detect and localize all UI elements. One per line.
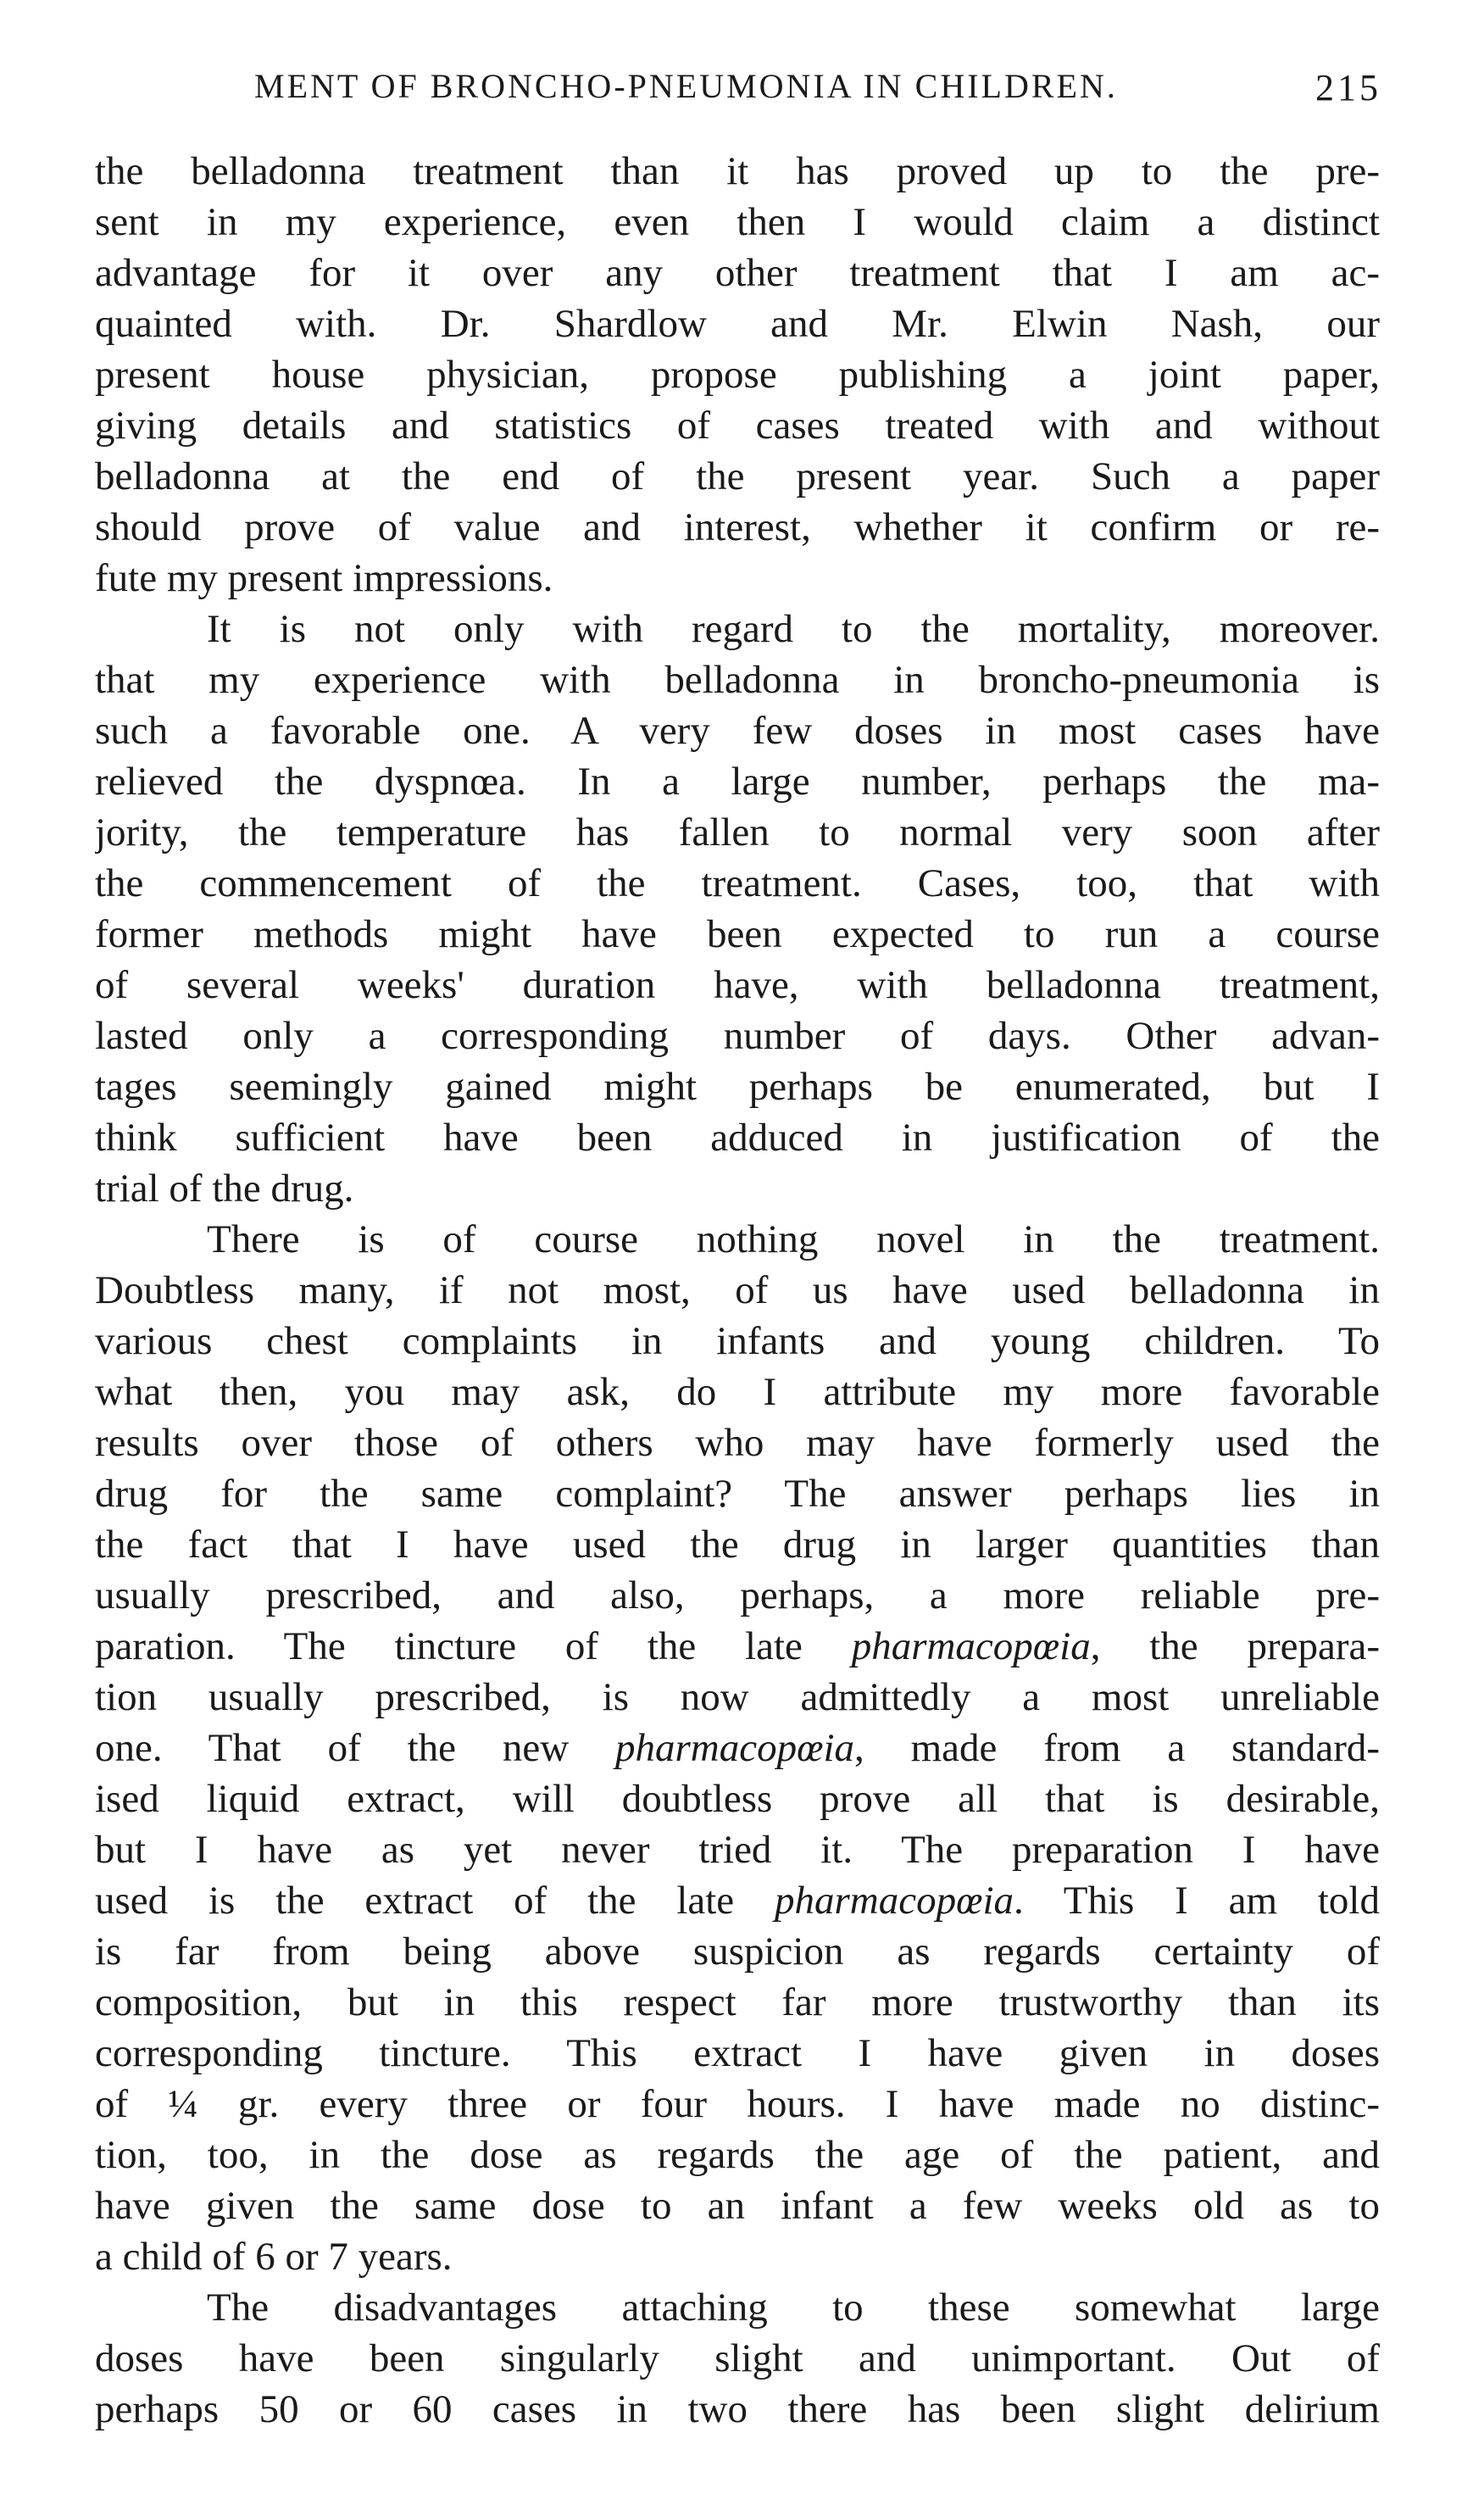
text-line: perhaps 50 or 60 cases in two there has been slight delirium: [95, 2387, 1380, 2431]
text-line: but I have as yet never tried it. The preparation I have: [95, 1828, 1380, 1872]
running-head: [254, 66, 1381, 109]
text-line: drug for the same complaint? The answer perhaps lies in: [95, 1472, 1380, 1516]
text-segment: used is the extract of the late: [95, 1879, 775, 1923]
text-line: giving details and statistics of cases treated with and without: [95, 404, 1380, 448]
text-line: relieved the dyspnœa. In a large number, perhaps the ma-: [95, 760, 1380, 804]
text-line: have given the same dose to an infant a few weeks old as to: [95, 2184, 1380, 2228]
text-line: ised liquid extract, will doubtless prove all that is desirable,: [95, 1777, 1380, 1821]
italic-text: pharmacopœia: [851, 1624, 1091, 1668]
text-line: should prove of value and interest, whether it confirm or re-: [95, 505, 1380, 549]
text-line: The disadvantages attaching to these somewhat large: [207, 2286, 1380, 2330]
text-segment: one. That of the new: [95, 1726, 615, 1770]
text-line: Doubtless many, if not most, of us have used belladonna in: [95, 1268, 1380, 1312]
text-line: a child of 6 or 7 years.: [95, 2235, 453, 2279]
text-line: It is not only with regard to the mortality, moreover.: [207, 607, 1380, 651]
text-line: jority, the temperature has fallen to normal very soon after: [95, 810, 1380, 855]
text-segment: . This I am told: [1014, 1879, 1380, 1923]
text-line: of several weeks' duration have, with belladonna treatment,: [95, 963, 1380, 1007]
text-line: tages seemingly gained might perhaps be enumerated, but I: [95, 1065, 1380, 1109]
italic-text: pharmacopœia: [615, 1726, 854, 1770]
text-line: is far from being above suspicion as regards certainty of: [95, 1929, 1380, 1974]
text-line: doses have been singularly slight and unimportant. Out of: [95, 2336, 1380, 2380]
text-line: fute my present impressions.: [95, 556, 553, 600]
page-number: 215: [1315, 67, 1381, 109]
text-segment: paration. The tincture of the late: [95, 1624, 852, 1668]
text-segment: , the prepara-: [1090, 1624, 1380, 1668]
body-text: [95, 146, 1380, 2435]
text-line: composition, but in this respect far more trustworthy than its: [95, 1980, 1380, 2024]
text-line: think sufficient have been adduced in justification of the: [95, 1116, 1380, 1160]
italic-text: pharmacopœia: [775, 1879, 1014, 1923]
text-line: results over those of others who may have formerly used the: [95, 1421, 1380, 1465]
text-line: lasted only a corresponding number of days. Other advan-: [95, 1014, 1380, 1058]
text-line: usually prescribed, and also, perhaps, a more reliable pre-: [95, 1573, 1380, 1617]
text-line: [95, 1723, 1380, 1773]
text-line: such a favorable one. A very few doses in most cases have: [95, 709, 1380, 753]
text-line: various chest complaints in infants and young children. To: [95, 1319, 1380, 1363]
text-line: of ¼ gr. every three or four hours. I have made no distinc-: [95, 2082, 1380, 2126]
text-line: trial of the drug.: [95, 1166, 354, 1211]
text-line: sent in my experience, even then I would claim a distinct: [95, 200, 1380, 244]
text-line: corresponding tincture. This extract I have given in doses: [95, 2031, 1380, 2075]
text-line: tion usually prescribed, is now admittedly a most unreliable: [95, 1675, 1380, 1719]
text-line: quainted with. Dr. Shardlow and Mr. Elwin Nash, our: [95, 302, 1380, 346]
text-line: the belladonna treatment than it has proved up to the pre-: [95, 149, 1380, 193]
running-head-title: MENT OF BRONCHO-PNEUMONIA IN CHILDREN.: [254, 67, 1118, 105]
text-line: the commencement of the treatment. Cases, too, that with: [95, 861, 1380, 905]
text-line: advantage for it over any other treatment that I am ac-: [95, 251, 1380, 295]
text-segment: , made from a standard-: [854, 1726, 1380, 1770]
text-line: present house physician, propose publishing a joint paper,: [95, 353, 1380, 397]
text-line: tion, too, in the dose as regards the age of the patient, and: [95, 2133, 1380, 2177]
text-line: that my experience with belladonna in broncho-pneumonia is: [95, 658, 1380, 702]
text-line: former methods might have been expected to run a course: [95, 912, 1380, 956]
text-line: what then, you may ask, do I attribute my more favorable: [95, 1370, 1380, 1414]
text-line: belladonna at the end of the present year. Such a paper: [95, 454, 1380, 498]
text-line: There is of course nothing novel in the treatment.: [207, 1217, 1380, 1261]
text-line: [95, 1875, 1380, 1926]
text-line: the fact that I have used the drug in larger quantities than: [95, 1523, 1380, 1567]
text-line: [95, 1621, 1380, 1672]
